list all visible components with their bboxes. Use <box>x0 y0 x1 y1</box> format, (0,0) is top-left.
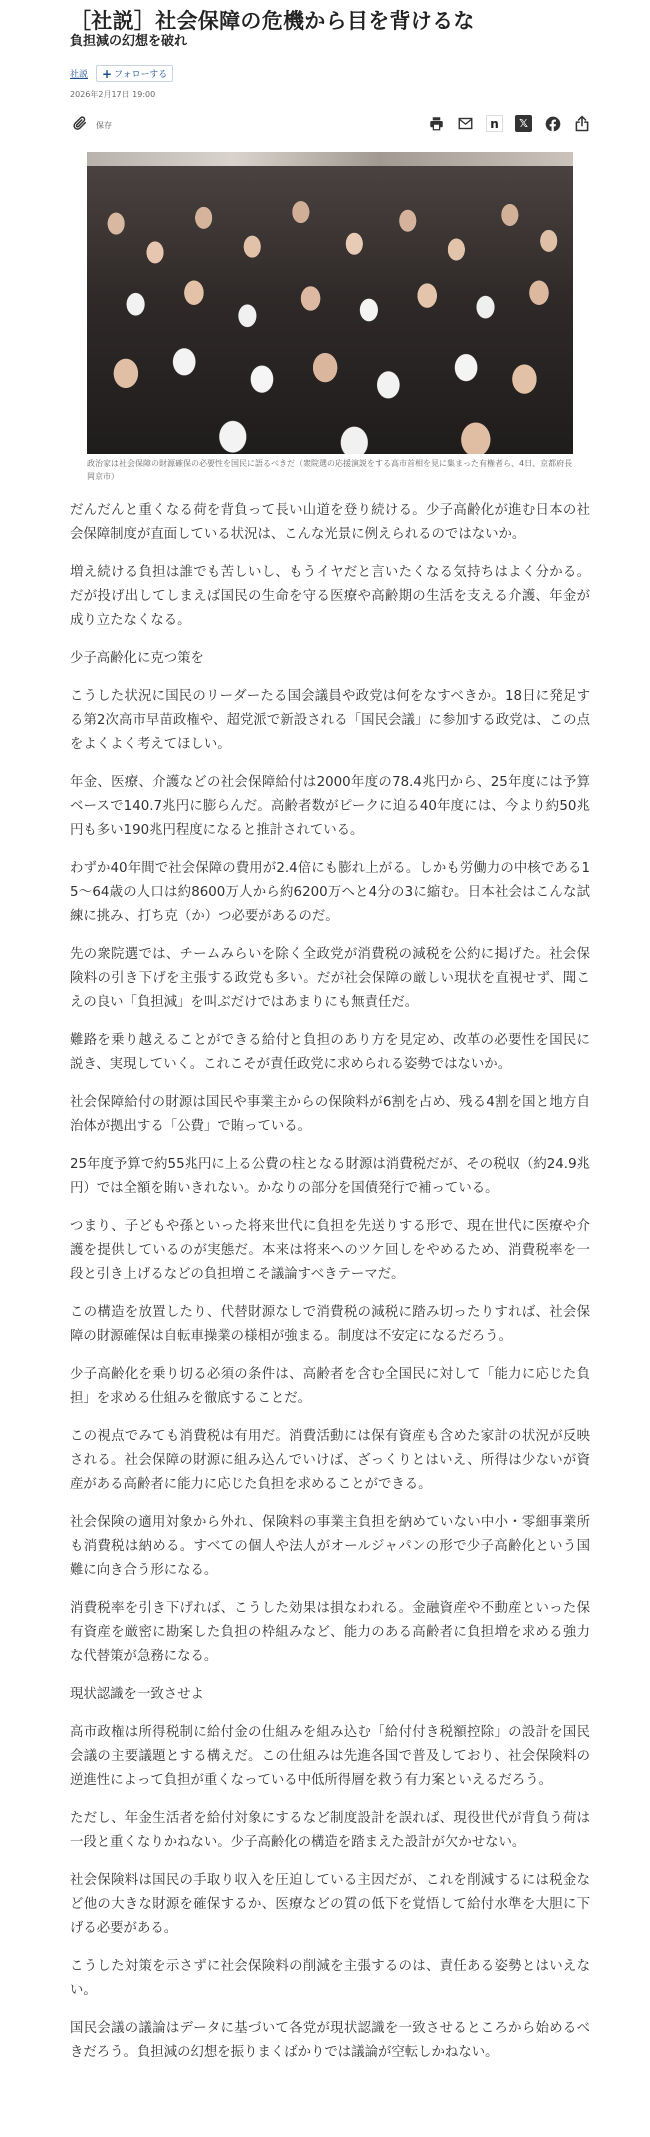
paragraph: 少子高齢化を乗り切る必須の条件は、高齢者を含む全国民に対して「能力に応じた負担」を求める仕組みを徹底することだ。 <box>70 1367 590 1406</box>
page-title: ［社説］社会保障の危機から目を背けるな <box>70 9 475 33</box>
article-body <box>70 499 590 2079</box>
meta-row <box>70 65 173 82</box>
paragraph: つまり、子どもや孫といった将来世代に負担を先送りする形で、現在世代に医療や介護を提供しているのが実態だ。本来は将来へのツケ回しをやめるため、消費税率を一段と引き上げるなどの負担増こそ議論すべきテーマだ。 <box>70 1219 590 1282</box>
paragraph: 社会保障給付の財源は国民や事業主からの保険料が6割を占め、残る4割を国と地方自治体が拠出する「公費」で賄っている。 <box>70 1095 590 1134</box>
save-button[interactable] <box>72 115 112 135</box>
plus-icon: + <box>102 66 113 81</box>
facebook-icon[interactable] <box>544 115 561 132</box>
paragraph: この構造を放置したり、代替財源なしで消費税の減税に踏み切ったりすれば、社会保障の財源確保は自転車操業の様相が強まる。制度は不安定になるだろう。 <box>70 1305 590 1344</box>
paragraph: 社会保険料は国民の手取り収入を圧迫している主因だが、これを削減するには税金など他の大きな財源を確保するか、医療などの質の低下を覚悟して給付水準を大胆に下げる必要がある。 <box>70 1873 590 1936</box>
section-heading: 現状認識を一致させよ <box>70 1687 204 1702</box>
mail-icon[interactable] <box>457 115 474 132</box>
paragraph: 増え続ける負担は誰でも苦しいし、もうイヤだと言いたくなる気持ちはよく分かる。だが投げ出してしまえば国民の生命を守る医療や高齢期の生活を支える介護、年金が成り立たなくなる。 <box>70 565 590 628</box>
article-photo <box>87 152 573 454</box>
paragraph: 先の衆院選では、チームみらいを除く全政党が消費税の減税を公約に掲げた。社会保険料の引き下げを主張する政党も多い。だが社会保障の厳しい現状を直視せず、聞こえの良い「負担減」を叫ぶだけではあまりにも無責任だ。 <box>70 947 590 1010</box>
x-icon[interactable]: 𝕏 <box>515 115 532 132</box>
topic-link[interactable]: 社説 <box>70 70 89 80</box>
save-label: 保存 <box>96 120 112 130</box>
photo-caption: 政治家は社会保障の財源確保の必要性を国民に語るべきだ（衆院選の応援演説をする高市首相を見に集まった有権者ら、4日、京都府長岡京市） <box>87 459 573 481</box>
page-subtitle: 負担減の幻想を破れ <box>70 34 188 49</box>
publish-date: 2026年2月17日 19:00 <box>70 90 156 99</box>
paragraph: 高市政権は所得税制に給付金の仕組みを組み込む「給付付き税額控除」の設計を国民会議の主要議題とする構えだ。この仕組みは先進各国で普及しており、社会保険料の逆進性によって負担が重くなっている中低所得層を救う有力案といえるだろう。 <box>70 1725 590 1788</box>
article-toolbar <box>70 115 590 135</box>
paragraph: こうした状況に国民のリーダーたる国会議員や政党は何をなすべきか。18日に発足する第2次高市早苗政権や、超党派で新設される「国民会議」に参加する政党は、この点をよくよく考えてほしい。 <box>70 689 590 752</box>
share-icons <box>428 115 590 132</box>
section-heading: 少子高齢化に克つ策を <box>70 651 204 666</box>
paragraph: わずか40年間で社会保障の費用が2.4倍にも膨れ上がる。しかも労働力の中核である15～64歳の人口は約8600万人から約6200万へと4分の3に縮む。日本社会はこんな試練に挑み、打ち克（か）つ必要があるのだ。 <box>70 861 590 924</box>
photo-crowd <box>87 166 573 454</box>
paragraph: 年金、医療、介護などの社会保障給付は2000年度の78.4兆円から、25年度には予算ベースで140.7兆円に膨らんだ。高齢者数がピークに迫る40年度には、今より約50兆円も多い190兆円程度になると推計されている。 <box>70 775 590 838</box>
paragraph: 消費税率を引き下げれば、こうした効果は損なわれる。金融資産や不動産といった保有資産を厳密に勘案した負担の枠組みなど、能力のある高齢者に負担増を求める強力な代替策が急務になる。 <box>70 1601 590 1664</box>
follow-button-label: フォローする <box>114 70 168 80</box>
print-icon[interactable] <box>428 115 445 132</box>
paragraph: 難路を乗り越えることができる給付と負担のあり方を見定め、改革の必要性を国民に説き、実現していく。これこそが責任政党に求められる姿勢ではないか。 <box>70 1033 590 1072</box>
paperclip-icon <box>72 115 88 135</box>
paragraph: こうした対策を示さずに社会保険料の削減を主張するのは、責任ある姿勢とはいえない。 <box>70 1959 590 1998</box>
note-icon[interactable]: n <box>486 115 503 132</box>
paragraph: 社会保険の適用対象から外れ、保険料の事業主負担を納めていない中小・零細事業所も消費税は納める。すべての個人や法人がオールジャパンの形で少子高齢化という国難に向き合う形になる。 <box>70 1515 590 1578</box>
share-icon[interactable] <box>573 115 590 132</box>
follow-button[interactable] <box>96 65 173 82</box>
paragraph: 25年度予算で約55兆円に上る公費の柱となる財源は消費税だが、その税収（約24.9兆円）では全額を賄いきれない。かなりの部分を国債発行で補っている。 <box>70 1157 590 1196</box>
paragraph: 国民会議の議論はデータに基づいて各党が現状認識を一致させるところから始めるべきだろう。負担減の幻想を振りまくばかりでは議論が空転しかねない。 <box>70 2021 590 2060</box>
paragraph: この視点でみても消費税は有用だ。消費活動には保有資産も含めた家計の状況が反映される。社会保障の財源に組み込んでいけば、ざっくりとはいえ、所得は少ないが資産がある高齢者に能力に応じた負担を求めることができる。 <box>70 1429 590 1492</box>
paragraph: だんだんと重くなる荷を背負って長い山道を登り続ける。少子高齢化が進む日本の社会保障制度が直面している状況は、こんな光景に例えられるのではないか。 <box>70 503 590 542</box>
paragraph: ただし、年金生活者を給付対象にするなど制度設計を誤れば、現役世代が背負う荷は一段と重くなりかねない。少子高齢化の構造を踏まえた設計が欠かせない。 <box>70 1811 590 1850</box>
